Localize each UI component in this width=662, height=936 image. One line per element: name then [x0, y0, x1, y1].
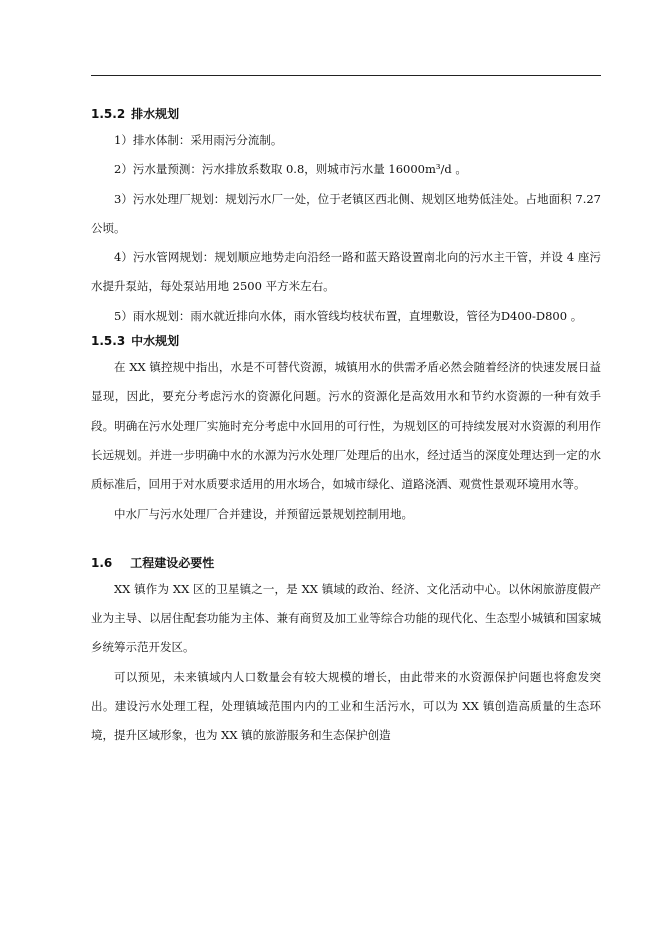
paragraph-reclaimed-water: 在 XX 镇控规中指出，水是不可替代资源，城镇用水的供需矛盾必然会随着经济的快速发展日益显现，因此，要充分考虑污水的资源化问题。污水的资源化是高效用水和节约水资源的一种有效手段。明确在污水处理厂实施时充分考虑中水回用的可行性，为规划区的可持续发展对水资源的利用作长远规划。并进一步明确中水的水源为污水处理厂处理后的出水，经过适当的深度处理达到一定的水质标准后，回用于对水质要求适用的用水场合，如城市绿化、道路浇洒、观赏性景观环境用水等。 [91, 360, 601, 492]
paragraph-treatment-plant: 3）污水处理厂规划：规划污水厂一处，位于老镇区西北侧、规划区地势低洼处。占地面积 7.27 公顷。 [91, 191, 601, 235]
paragraph-drainage-system: 1）排水体制：采用雨污分流制。 [114, 133, 283, 147]
section-number: 1.5.2 [91, 107, 126, 121]
section-title: 排水规划 [131, 107, 180, 121]
section-heading-1-5-3 [91, 331, 601, 351]
paragraph-town-overview: XX 镇作为 XX 区的卫星镇之一，是 XX 镇域的政治、经济、文化活动中心。以休闲旅游度假产业为主导、以居住配套功能为主体、兼有商贸及加工业等综合功能的现代化、生态型小城镇和国家城乡统筹示范开发区。 [91, 581, 601, 655]
document-body [91, 104, 601, 751]
section-heading-1-5-2 [91, 104, 601, 124]
section-heading-1-6 [91, 553, 601, 573]
paragraph-sewage-forecast: 2）污水量预测：污水排放系数取 0.8，则城市污水量 16000m³/d 。 [114, 162, 467, 177]
paragraph-sewer-network: 4）污水管网规划：规划顺应地势走向沿经一路和蓝天路设置南北向的污水主干管，并设 4 座污水提升泵站，每处泵站用地 2500 平方米左右。 [91, 250, 601, 294]
paragraph-necessity: 可以预见，未来镇域内人口数量会有较大规模的增长，由此带来的水资源保护问题也将愈发突出。建设污水处理工程，处理镇域范围内内的工业和生活污水，可以为 XX 镇创造高质量的生态环境，提升区域形象，也为 XX 镇的旅游服务和生态保护创造 [91, 669, 601, 743]
paragraph-reclaimed-plant: 中水厂与污水处理厂合并建设，并预留远景规划控制用地。 [114, 506, 413, 521]
section-title: 中水规划 [131, 334, 180, 349]
section-title: 工程建设必要性 [130, 555, 215, 570]
section-number: 1.5.3 [91, 334, 126, 349]
header-rule [91, 75, 601, 76]
paragraph-rainwater: 5）雨水规划：雨水就近排向水体，雨水管线均枝状布置，直埋敷设，管径为D400-D800 。 [114, 308, 583, 323]
section-number: 1.6 [91, 555, 113, 570]
